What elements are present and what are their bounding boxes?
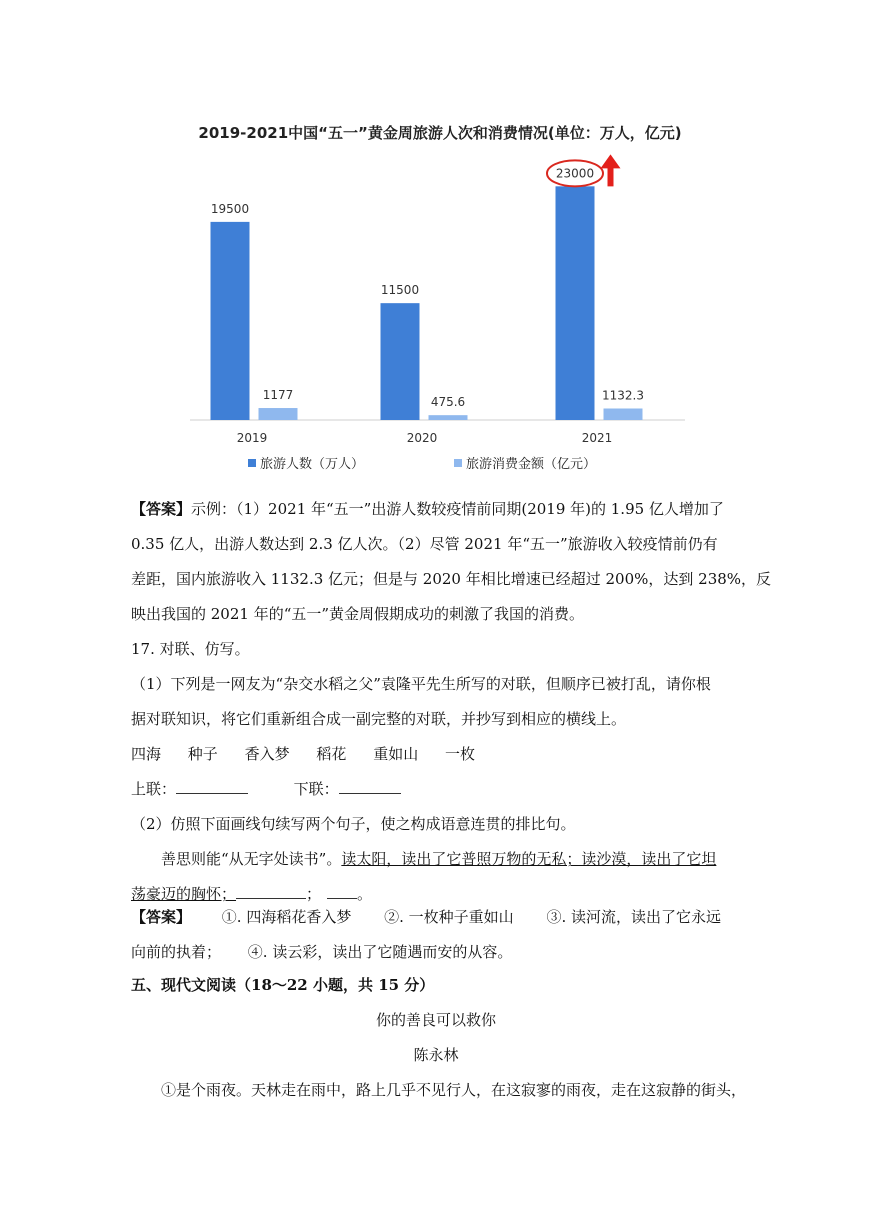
data-label: 19500 <box>210 201 250 216</box>
bar-2019-s0 <box>211 222 250 420</box>
section-heading: 五、现代文阅读（18～22 小题，共 15 分） <box>131 976 435 994</box>
example-line <box>131 842 741 877</box>
example-underlined: 读太阳，读出了它普照万物的无私；读沙漠，读出了它坦 <box>341 850 717 868</box>
legend-label: 旅游人数（万人） <box>260 457 365 472</box>
word: 香入梦 <box>244 745 290 763</box>
separator: ； <box>306 885 322 903</box>
answer-tag: 【答案】 <box>131 908 192 926</box>
answer-item: ①. 四海稻花香入梦 <box>221 908 352 926</box>
up-arrow-icon <box>601 154 621 186</box>
answer-line: 示例：（1）2021 年“五一”出游人数较疫情前同期(2019 年)的 1.95 亿人增加了 <box>191 500 724 518</box>
word-list <box>131 737 741 772</box>
chart-title: 2019-2021中国“五一”黄金周旅游人次和消费情况(单位：万人，亿元) <box>198 124 682 142</box>
answer-line: 映出我国的 2021 年的“五一”黄金周假期成功的刺激了我国的消费。 <box>131 605 585 623</box>
bar-2020-s0 <box>381 303 420 420</box>
answer-blank-3[interactable] <box>236 882 306 899</box>
answer-item: ③. 读河流，读出了它永远 <box>546 908 721 926</box>
data-label: 1177 <box>262 388 294 403</box>
ending: 。 <box>357 885 373 903</box>
bar-2021-s0 <box>556 186 595 420</box>
lower-label: 下联： <box>293 780 339 798</box>
article-title: 你的善良可以救你 <box>375 1011 496 1029</box>
question-17 <box>131 632 741 912</box>
bar-2019-s1 <box>259 408 298 420</box>
tick-label: 2021 <box>581 431 613 445</box>
section-5 <box>131 968 747 1108</box>
chart-svg <box>190 118 690 488</box>
answer-line: 0.35 亿人，出游人数达到 2.3 亿人次。（2）尽管 2021 年“五一”旅游收入较疫情前仍有 <box>131 535 718 553</box>
article-author: 陈永林 <box>413 1046 459 1064</box>
data-label: 475.6 <box>430 395 466 410</box>
answer-line <box>131 935 741 970</box>
couplet-answer-line <box>131 772 741 807</box>
word: 一枚 <box>444 745 475 763</box>
lower-blank[interactable] <box>339 777 401 794</box>
answer-2 <box>131 900 741 970</box>
tick-label: 2020 <box>406 431 438 445</box>
bar-2021-s1 <box>604 408 643 420</box>
data-label: 1132.3 <box>602 388 644 403</box>
data-label: 23000 <box>555 166 595 181</box>
legend-label: 旅游消费金额（亿元） <box>466 457 597 472</box>
tick-label: 2019 <box>236 431 268 445</box>
word: 稻花 <box>316 745 347 763</box>
answer-tag: 【答案】 <box>131 500 192 518</box>
question-line: （2）仿照下面画线句续写两个句子，使之构成语意连贯的排比句。 <box>131 815 576 833</box>
word: 四海 <box>131 745 162 763</box>
example-lead: 善思则能“从无字处读书”。 <box>161 850 342 868</box>
answer-line <box>131 900 741 935</box>
upper-label: 上联： <box>131 780 177 798</box>
answer-item: 向前的执着； <box>131 943 222 961</box>
example-underlined: 荡豪迈的胸怀； <box>131 885 237 903</box>
question-line: 据对联知识，将它们重新组合成一副完整的对联，并抄写到相应的横线上。 <box>131 710 627 728</box>
bar-chart <box>190 118 690 488</box>
legend-swatch <box>248 459 256 467</box>
question-title: 17. 对联、仿写。 <box>131 640 250 658</box>
upper-blank[interactable] <box>176 777 248 794</box>
question-line: （1）下列是一网友为“杂交水稻之父”袁隆平先生所写的对联，但顺序已被打乱，请你根 <box>131 675 711 693</box>
answer-item: ②. 一枚种子重如山 <box>384 908 514 926</box>
answer-line: 差距，国内旅游收入 1132.3 亿元；但是与 2020 年相比增速已经超过 200%，达到 238%，反 <box>131 570 772 588</box>
answer-item: ④. 读云彩，读出了它随遇而安的从容。 <box>247 943 513 961</box>
word: 重如山 <box>373 745 419 763</box>
answer-blank-4[interactable] <box>327 882 357 899</box>
word: 种子 <box>187 745 218 763</box>
legend-swatch <box>454 459 462 467</box>
answer-1 <box>131 492 772 632</box>
article-paragraph: ①是个雨夜。天林走在雨中，路上几乎不见行人，在这寂寥的雨夜，走在这寂静的街头， <box>161 1081 747 1099</box>
data-label: 11500 <box>380 283 420 298</box>
bar-2020-s1 <box>429 415 468 420</box>
